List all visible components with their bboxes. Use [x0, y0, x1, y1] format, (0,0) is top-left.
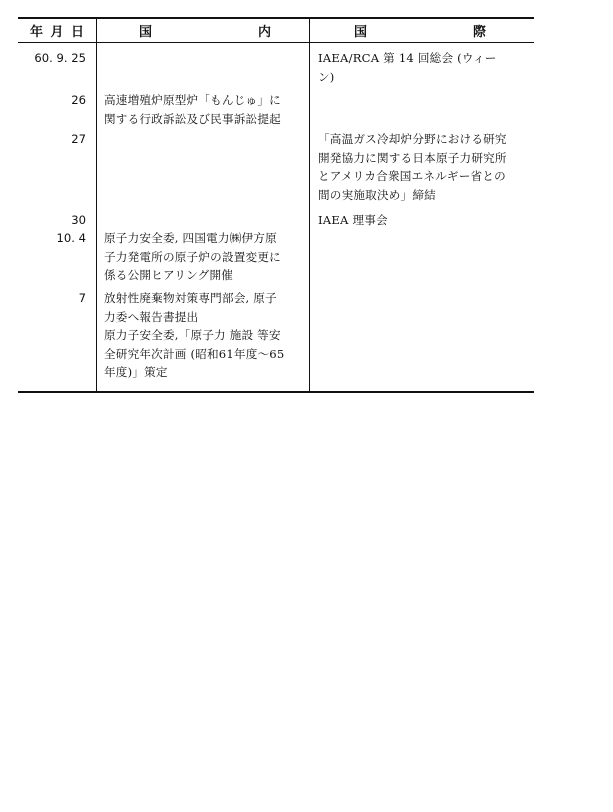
entry-line: 開発協力に関する日本原子力研究所 — [318, 150, 507, 165]
row-date: 26 — [71, 93, 86, 107]
entry-line: 原子力安全委, 四国電力㈱伊方原 — [104, 231, 277, 245]
entry-line: とアメリカ合衆国エネルギー省との — [318, 169, 506, 183]
entry-line: 原力子安全委,「原子力 施設 等安 — [104, 328, 281, 342]
entry-line: 全研究年次計画 (昭和61年度〜65 — [104, 346, 285, 361]
entry-line: 間の実施取決め」締結 — [318, 187, 436, 202]
column-header-domestic — [139, 20, 271, 41]
header-char: 際 — [472, 25, 486, 40]
column-header-date — [30, 20, 84, 41]
row-date: 30 — [71, 213, 86, 227]
row-date: 7 — [78, 291, 86, 305]
domestic-entry — [104, 229, 281, 285]
international-entry — [318, 130, 507, 204]
column-divider-domestic — [309, 18, 310, 392]
entry-line: 力委へ報告書提出 — [104, 309, 199, 324]
international-entry — [318, 211, 388, 230]
header-char: 月 — [50, 25, 64, 40]
entry-line: IAEA/RCA 第 14 回総会 (ウィー — [318, 51, 497, 65]
row-date: 27 — [71, 132, 86, 146]
domestic-entry — [104, 289, 284, 382]
header-char: 日 — [70, 25, 84, 40]
row-date: 60. 9. 25 — [34, 51, 86, 65]
header-char: 国 — [139, 25, 153, 40]
column-header-international — [354, 20, 486, 41]
header-char: 内 — [257, 25, 271, 40]
row-date: 10. 4 — [56, 231, 86, 245]
entry-line: 放射性廃棄物対策専門部会, 原子 — [104, 291, 277, 305]
entry-line: ン) — [318, 69, 335, 84]
header-char: 年 — [30, 25, 44, 40]
column-divider-date — [96, 18, 97, 392]
domestic-entry — [104, 91, 281, 128]
entry-line: 「高温ガス冷却炉分野における研究 — [318, 132, 507, 146]
header-char: 国 — [354, 25, 368, 40]
international-entry — [318, 49, 497, 86]
entry-line: 子力発電所の原子炉の設置変更に — [104, 249, 281, 264]
entry-line: 関する行政訴訟及び民事訴訟提起 — [104, 111, 281, 126]
entry-line: 高速増殖炉原型炉「もんじゅ」に — [104, 93, 281, 107]
entry-line: 係る公開ヒアリング開催 — [104, 268, 234, 282]
entry-line: IAEA 理事会 — [318, 213, 388, 227]
entry-line: 年度)」策定 — [104, 365, 168, 379]
